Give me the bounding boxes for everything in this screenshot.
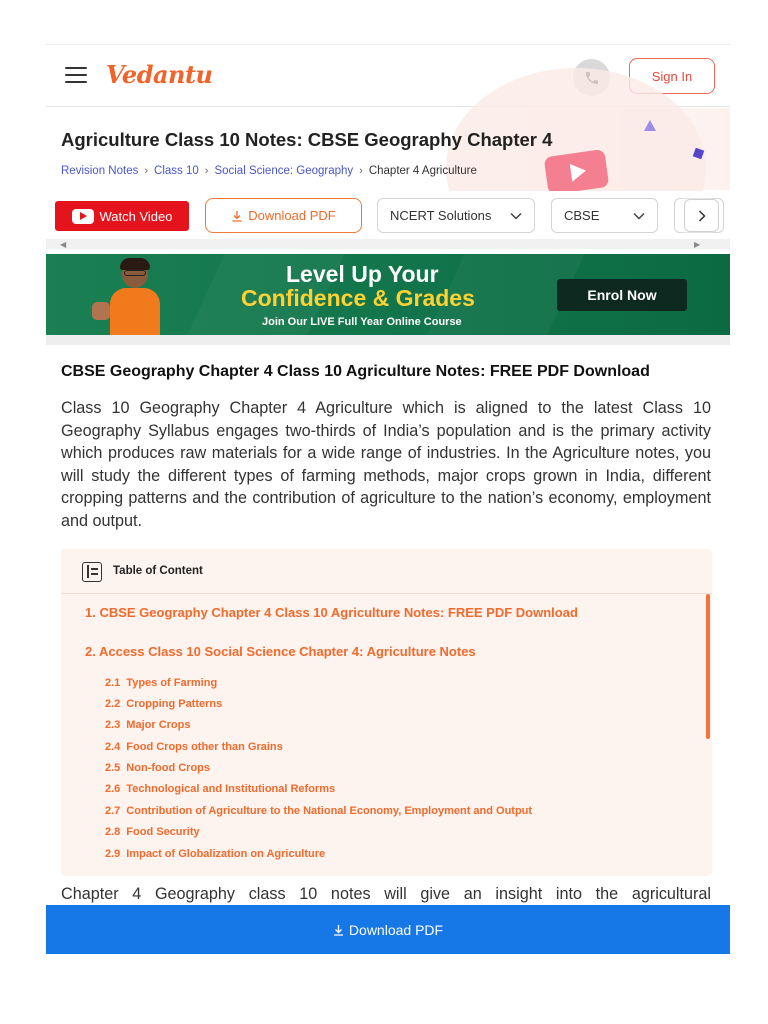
toc-subitem[interactable]: 2.8 Food Security bbox=[105, 826, 200, 838]
download-pdf-label: Download PDF bbox=[248, 208, 336, 223]
breadcrumb-class-10[interactable]: Class 10 bbox=[154, 165, 199, 177]
promo-banner[interactable] bbox=[46, 254, 730, 335]
toc-header bbox=[61, 549, 712, 594]
scroll-right-button[interactable] bbox=[684, 199, 719, 232]
chevron-right-icon: › bbox=[204, 165, 209, 177]
toc-item-2[interactable]: 2. Access Class 10 Social Science Chapter 4: Agriculture Notes bbox=[85, 644, 476, 659]
page-frame bbox=[46, 44, 730, 954]
title-section bbox=[46, 108, 730, 190]
toc-title: Table of Content bbox=[113, 565, 203, 577]
watch-video-label: Watch Video bbox=[99, 208, 173, 224]
download-icon bbox=[231, 210, 243, 222]
divider bbox=[46, 335, 730, 345]
download-pdf-button[interactable] bbox=[205, 198, 362, 233]
toc-subitem[interactable]: 2.1 Types of Farming bbox=[105, 677, 218, 689]
youtube-icon bbox=[72, 209, 94, 224]
dropdown-label: NCERT Solutions bbox=[390, 208, 492, 223]
sign-in-button[interactable]: Sign In bbox=[629, 58, 715, 94]
chevron-right-icon bbox=[698, 210, 706, 222]
toc-subitem[interactable]: 2.5 Non-food Crops bbox=[105, 762, 210, 774]
toc-subitem[interactable]: 2.6 Technological and Institutional Reforms bbox=[105, 783, 336, 795]
toc-scrollbar[interactable] bbox=[706, 594, 710, 739]
page-title: Agriculture Class 10 Notes: CBSE Geography Chapter 4 bbox=[61, 129, 553, 150]
action-bar bbox=[46, 191, 730, 255]
section-heading: CBSE Geography Chapter 4 Class 10 Agriculture Notes: FREE PDF Download bbox=[61, 363, 650, 380]
toc-subitem[interactable]: 2.9 Impact of Globalization on Agriculture bbox=[105, 848, 326, 860]
list-icon bbox=[82, 562, 102, 582]
breadcrumb-revision-notes[interactable]: Revision Notes bbox=[61, 165, 139, 177]
horizontal-scrollbar[interactable] bbox=[46, 239, 730, 249]
student-illustration bbox=[92, 258, 172, 335]
intro-paragraph: Class 10 Geography Chapter 4 Agriculture which is aligned to the latest Class 10 Geography Syllabus engages two-thirds of India’s population and is the primary activity which produces raw materials for a wide range of industries. In the Agriculture notes, you will study the different types of farming methods, major crops grown in India, different cropping patterns and the contribution of agriculture to the nation’s economy, employment and output. bbox=[61, 399, 711, 530]
toc-subitem[interactable]: 2.4 Food Crops other than Grains bbox=[105, 741, 283, 753]
toc-subitem[interactable]: 2.2 Cropping Patterns bbox=[105, 698, 223, 710]
scroll-right-arrow-icon[interactable]: ▶ bbox=[694, 240, 701, 249]
scroll-left-arrow-icon[interactable]: ◀ bbox=[60, 240, 67, 249]
chevron-right-icon: › bbox=[144, 165, 149, 177]
breadcrumb-social-science[interactable]: Social Science: Geography bbox=[214, 165, 354, 177]
body-text: Chapter 4 Geography class 10 notes will give an insight into the agricultural bbox=[61, 885, 711, 903]
watch-video-button[interactable] bbox=[55, 201, 189, 231]
decorative-triangle bbox=[644, 120, 656, 131]
vedantu-logo[interactable]: Vedantu bbox=[106, 60, 213, 89]
cbse-dropdown[interactable] bbox=[551, 198, 658, 233]
chevron-down-icon bbox=[633, 212, 645, 220]
breadcrumb bbox=[61, 165, 477, 177]
banner-tagline: Join Our LIVE Full Year Online Course bbox=[262, 316, 462, 328]
breadcrumb-current: Chapter 4 Agriculture bbox=[368, 165, 477, 177]
chevron-down-icon bbox=[510, 212, 522, 220]
banner-headline: Level Up Your bbox=[286, 261, 439, 287]
enrol-now-button[interactable]: Enrol Now bbox=[557, 279, 687, 311]
table-of-content bbox=[61, 549, 712, 876]
ncert-solutions-dropdown[interactable] bbox=[377, 198, 535, 233]
download-icon bbox=[333, 924, 344, 936]
chevron-right-icon: › bbox=[359, 165, 363, 177]
sticky-download-pdf-button[interactable] bbox=[46, 905, 730, 954]
download-pdf-label: Download PDF bbox=[348, 922, 444, 938]
toc-subitem[interactable]: 2.3 Major Crops bbox=[105, 719, 191, 731]
dropdown-label: CBSE bbox=[564, 208, 600, 223]
toc-item-1[interactable]: 1. CBSE Geography Chapter 4 Class 10 Agriculture Notes: FREE PDF Download bbox=[85, 605, 578, 620]
menu-icon[interactable] bbox=[65, 67, 87, 83]
toc-subitem[interactable]: 2.7 Contribution of Agriculture to the National Economy, Employment and Output bbox=[105, 805, 533, 817]
banner-subheadline: Confidence & Grades bbox=[241, 285, 475, 311]
